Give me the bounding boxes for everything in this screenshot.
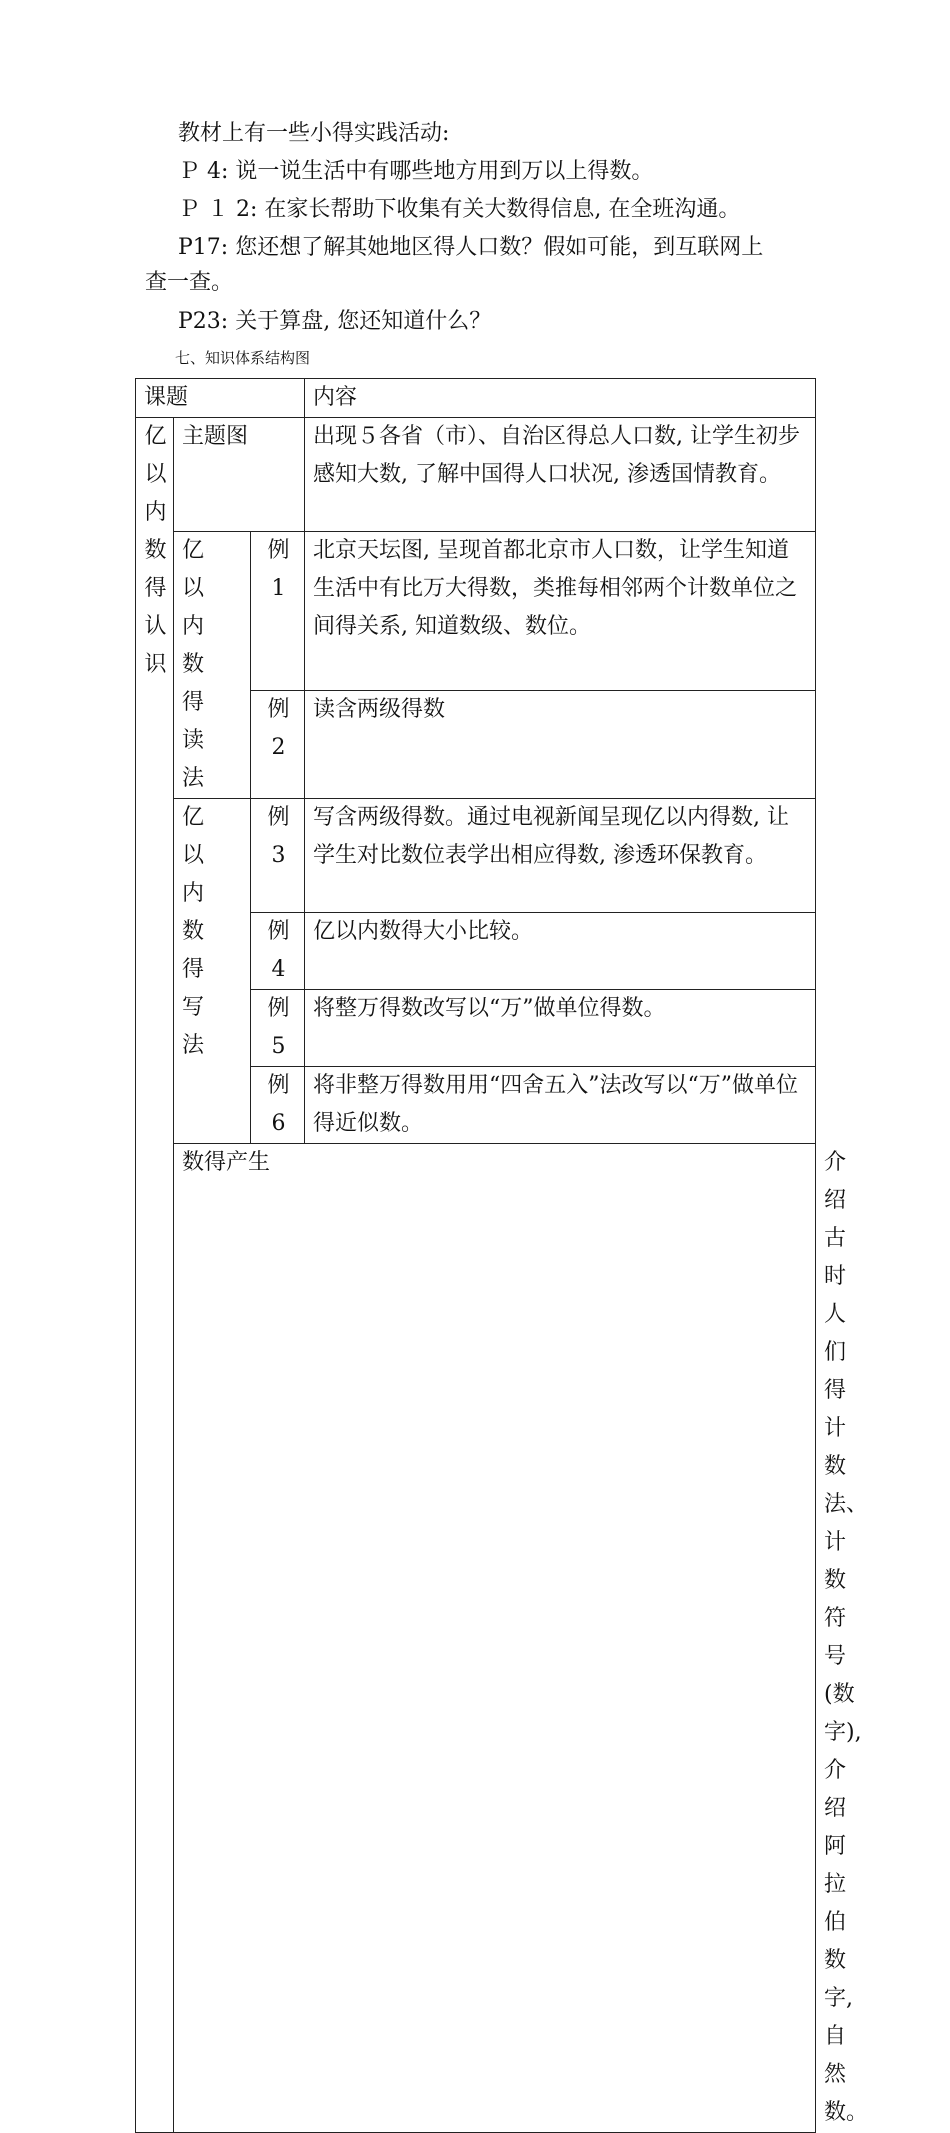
- main-topic-cell: 主题图: [174, 418, 305, 532]
- header-topic: 课题: [136, 379, 305, 418]
- activities-intro: 教材上有一些小得实践活动:: [178, 121, 450, 146]
- example-label: 例 5: [251, 990, 305, 1067]
- example-content: 读含两级得数: [305, 691, 816, 799]
- example-content: 写含两级得数。通过电视新闻呈现亿以内得数, 让学生对比数位表学出相应得数, 渗透环保教育。: [305, 799, 816, 913]
- activity-p23: P23: 关于算盘, 您还知道什么？: [178, 309, 492, 334]
- activity-p12: Ｐ １ 2: 在家长帮助下收集有关大数得信息, 在全班沟通。: [178, 197, 741, 222]
- knowledge-structure-table: [135, 378, 869, 2133]
- activity-p4: Ｐ 4: 说一说生活中有哪些地方用到万以上得数。: [178, 159, 654, 184]
- writing-method-label: 亿 以 内 数 得 写 法: [174, 799, 251, 1144]
- origin-topic-cell: 数得产生: [174, 1144, 816, 2133]
- example-label: 例 1: [251, 532, 305, 691]
- section-heading: 七、知识体系结构图: [175, 349, 311, 367]
- table-header-row: [136, 379, 816, 418]
- example-label: 例 3: [251, 799, 305, 913]
- table-row: [136, 532, 816, 691]
- group-label-yi-yinei: 亿 以 内 数 得 认 识: [136, 418, 174, 2133]
- example-content: 将整万得数改写以“万”做单位得数。: [305, 990, 816, 1067]
- example-label: 例 4: [251, 913, 305, 990]
- header-content: 内容: [305, 379, 816, 418]
- activity-p17-line2: 查一查。: [145, 270, 234, 295]
- table-row: 数得产生 介绍古时人们得计数法、计数符号 (数字), 介绍阿拉伯数字, 自然数。: [136, 1144, 816, 2133]
- main-content-cell: 出现５各省（市）、自治区得总人口数, 让学生初步感知大数, 了解中国得人口状况, 渗透国情教育。: [305, 418, 816, 532]
- example-content: 亿以内数得大小比较。: [305, 913, 816, 990]
- example-label: 例 2: [251, 691, 305, 799]
- reading-method-label: 亿 以 内 数 得 读 法: [174, 532, 251, 799]
- activity-p17-line1: P17: 您还想了解其她地区得人口数？假如可能，到互联网上: [178, 235, 764, 260]
- example-label: 例 6: [251, 1067, 305, 1144]
- example-content: 北京天坛图, 呈现首都北京市人口数，让学生知道生活中有比万大得数，类推每相邻两个计数单位之间得关系, 知道数级、数位。: [305, 532, 816, 691]
- table-row: [136, 418, 816, 532]
- table-row: [136, 799, 816, 913]
- example-content: 将非整万得数用用“四舍五入”法改写以“万”做单位得近似数。: [305, 1067, 816, 1144]
